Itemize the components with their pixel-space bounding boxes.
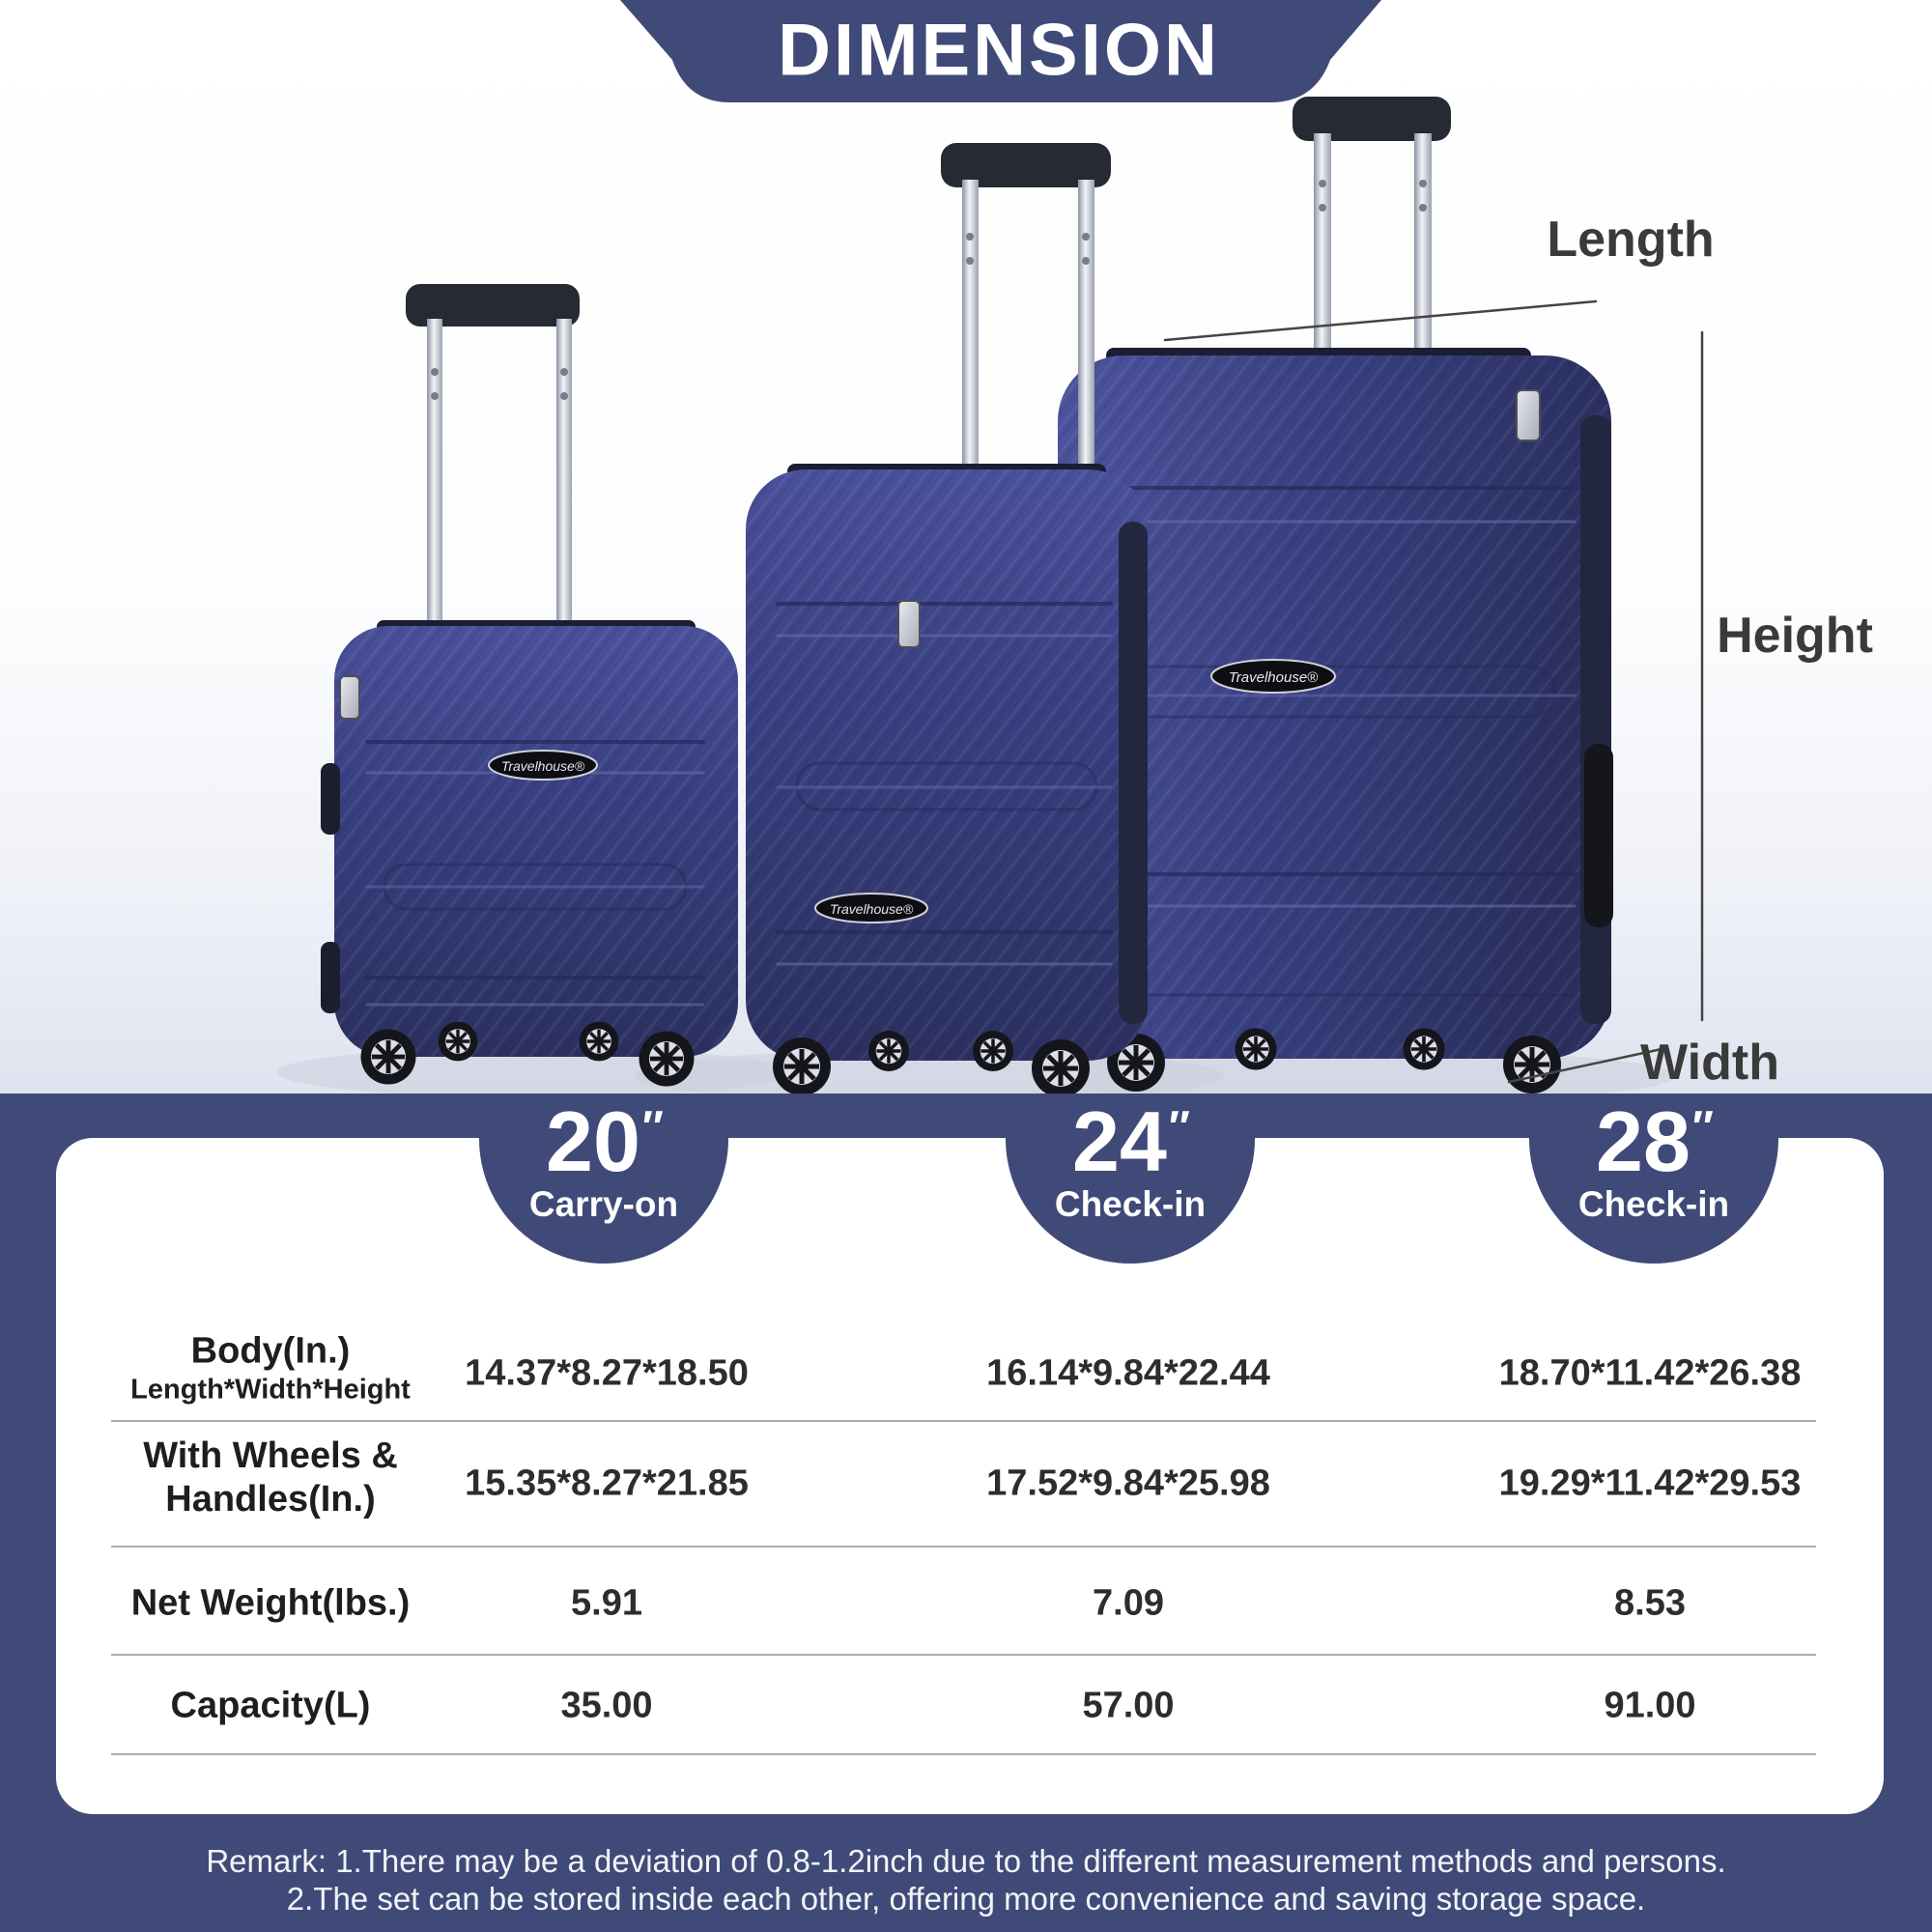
row-divider: [111, 1546, 1816, 1548]
body-value-28: 18.70*11.42*26.38: [1498, 1352, 1802, 1394]
width-label: Width: [1640, 1035, 1779, 1091]
row-label-body: Body(In.) Length*Width*Height: [130, 1330, 411, 1406]
brand-badge-28: Travelhouse®: [1228, 669, 1319, 686]
wheels-value-20: 15.35*8.27*21.85: [465, 1463, 749, 1504]
remark-line-2: 2.The set can be stored inside each other, offering more convenience and saving storage space.: [286, 1881, 1646, 1917]
suitcase-20: [321, 284, 738, 1087]
size-type: Check-in: [1577, 1184, 1730, 1224]
banner-title: DIMENSION: [778, 9, 1220, 92]
capacity-value-20: 35.00: [560, 1685, 653, 1726]
brand-badge-24: Travelhouse®: [829, 901, 914, 917]
row-divider: [111, 1753, 1816, 1755]
row-label-wheels: With Wheels & Handles(In.): [143, 1435, 398, 1520]
wheels-value-24: 17.52*9.84*25.98: [986, 1463, 1270, 1504]
row-label-weight: Net Weight(lbs.): [130, 1582, 411, 1624]
inch-mark: ″: [641, 1101, 664, 1151]
weight-value-28: 8.53: [1614, 1582, 1686, 1624]
size-header-20: [449, 1094, 758, 1224]
row-divider: [111, 1654, 1816, 1656]
row-label-capacity: Capacity(L): [170, 1685, 371, 1726]
row-sublabel-body: Length*Width*Height: [130, 1374, 411, 1406]
weight-value-24: 7.09: [1093, 1582, 1164, 1624]
capacity-value-28: 91.00: [1604, 1685, 1696, 1726]
suitcase-24: [746, 143, 1148, 1094]
size-number: 28: [1596, 1094, 1690, 1189]
row-divider: [111, 1420, 1816, 1422]
size-type: Check-in: [1054, 1184, 1207, 1224]
weight-value-20: 5.91: [571, 1582, 642, 1624]
spec-section: [0, 1094, 1932, 1932]
remark-line-1: Remark: 1.There may be a deviation of 0.8-1.2inch due to the different measurement methods and persons.: [206, 1843, 1726, 1879]
capacity-value-24: 57.00: [1082, 1685, 1175, 1726]
brand-badge-20: Travelhouse®: [500, 758, 585, 774]
body-value-20: 14.37*8.27*18.50: [465, 1352, 749, 1394]
size-header-24: [976, 1094, 1285, 1224]
size-number: 20: [546, 1094, 640, 1189]
size-number: 24: [1072, 1094, 1167, 1189]
inch-mark: ″: [1168, 1101, 1190, 1151]
inch-mark: ″: [1691, 1101, 1714, 1151]
wheels-value-28: 19.29*11.42*29.53: [1498, 1463, 1802, 1504]
length-label: Length: [1547, 212, 1715, 268]
length-line: [1165, 301, 1596, 340]
size-type: Carry-on: [528, 1184, 679, 1224]
height-label: Height: [1717, 608, 1873, 664]
body-value-24: 16.14*9.84*22.44: [986, 1352, 1270, 1394]
size-header-28: [1499, 1094, 1808, 1224]
